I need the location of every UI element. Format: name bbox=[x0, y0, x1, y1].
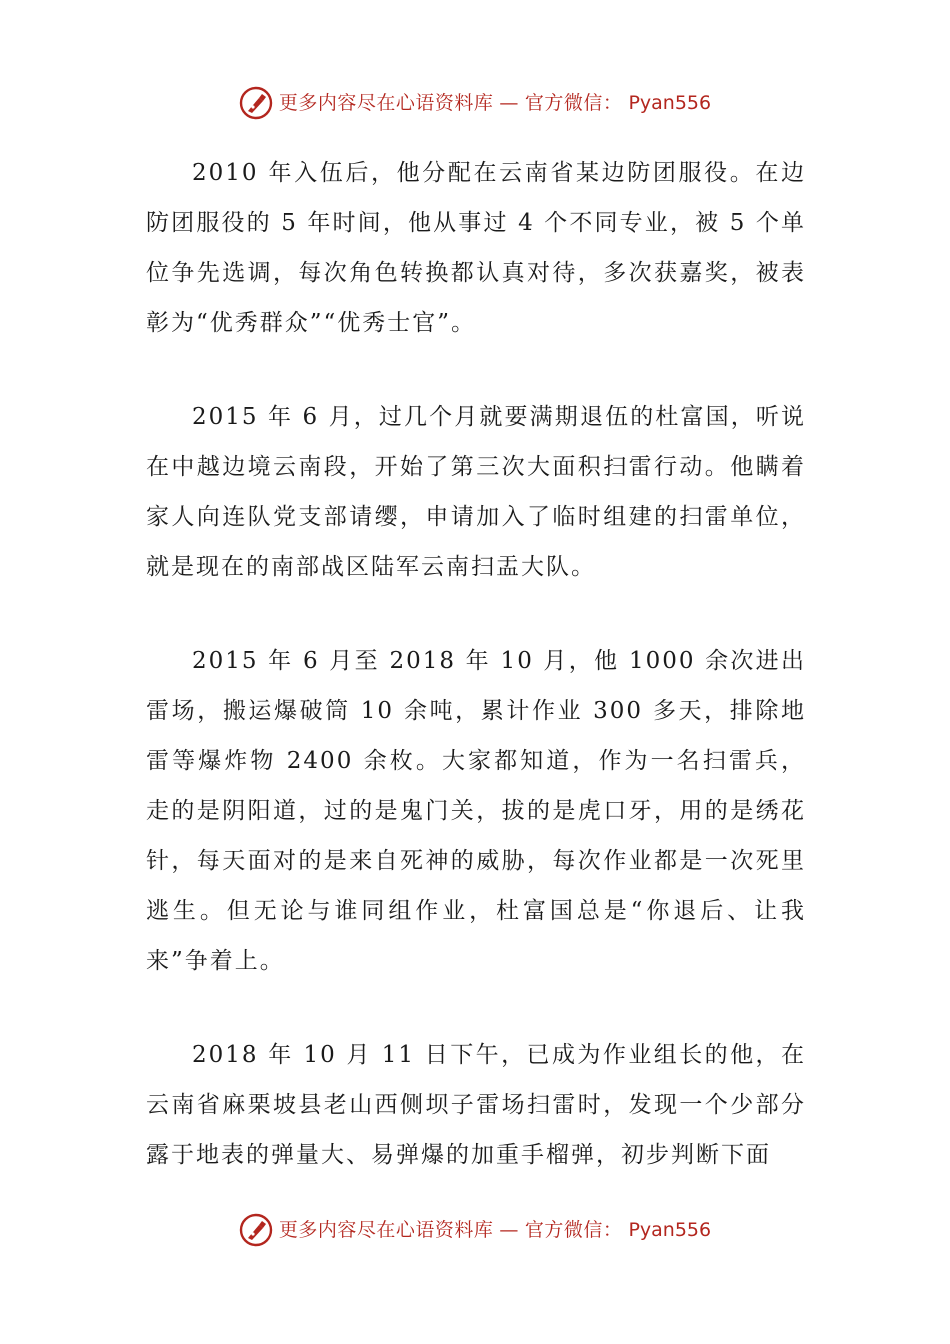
paragraph-3: 2015 年 6 月至 2018 年 10 月，他 1000 余次进出雷场，搬运爆破筒 10 余吨，累计作业 300 多天，排除地雷等爆炸物 2400 余枚。大家都知道，作为一名扫雷兵，走的是阴阳道，过的是鬼门关，拔的是虎口牙，用的是绣花针，每天面对的是来自死神的威胁，每次作业都是一次死里逃生。但无论与谁同组作业，杜富国总是“你退后、让我来”争着上。 bbox=[146, 648, 806, 974]
header-brand-text: 更多内容尽在心语资料库 bbox=[278, 92, 494, 114]
footer-brand-text: 更多内容尽在心语资料库 bbox=[278, 1219, 494, 1241]
pen-nib-logo-icon bbox=[239, 1213, 273, 1247]
paragraph-1: 2010 年入伍后，他分配在云南省某边防团服役。在边防团服役的 5 年时间，他从事过 4 个不同专业，被 5 个单位争先选调，每次角色转换都认真对待，多次获嘉奖，被表彰为“优秀群众”“优秀士官”。 bbox=[146, 160, 806, 336]
page-footer bbox=[0, 1213, 950, 1245]
footer-wechat-label: 官方微信： bbox=[524, 1219, 623, 1241]
footer-dash: — bbox=[499, 1219, 519, 1241]
header-wechat-label: 官方微信： bbox=[524, 92, 623, 114]
paragraph-2: 2015 年 6 月，过几个月就要满期退伍的杜富国，听说在中越边境云南段，开始了第三次大面积扫雷行动。他瞒着家人向连队党支部请缨，申请加入了临时组建的扫雷单位，就是现在的南部战区陆军云南扫盂大队。 bbox=[146, 404, 806, 580]
article-body bbox=[146, 148, 806, 1224]
footer-brand bbox=[239, 1213, 711, 1247]
footer-wechat-id: Pyan556 bbox=[628, 1219, 712, 1241]
header-wechat-id: Pyan556 bbox=[628, 92, 712, 114]
pen-nib-logo-icon bbox=[239, 86, 273, 120]
page-header bbox=[0, 86, 950, 118]
header-dash: — bbox=[499, 92, 519, 114]
paragraph-4: 2018 年 10 月 11 日下午，已成为作业组长的他，在云南省麻栗坡县老山西侧坝子雷场扫雷时，发现一个少部分露于地表的弹量大、易弹爆的加重手榴弹，初步判断下面 bbox=[146, 1042, 806, 1168]
header-brand bbox=[239, 86, 711, 120]
